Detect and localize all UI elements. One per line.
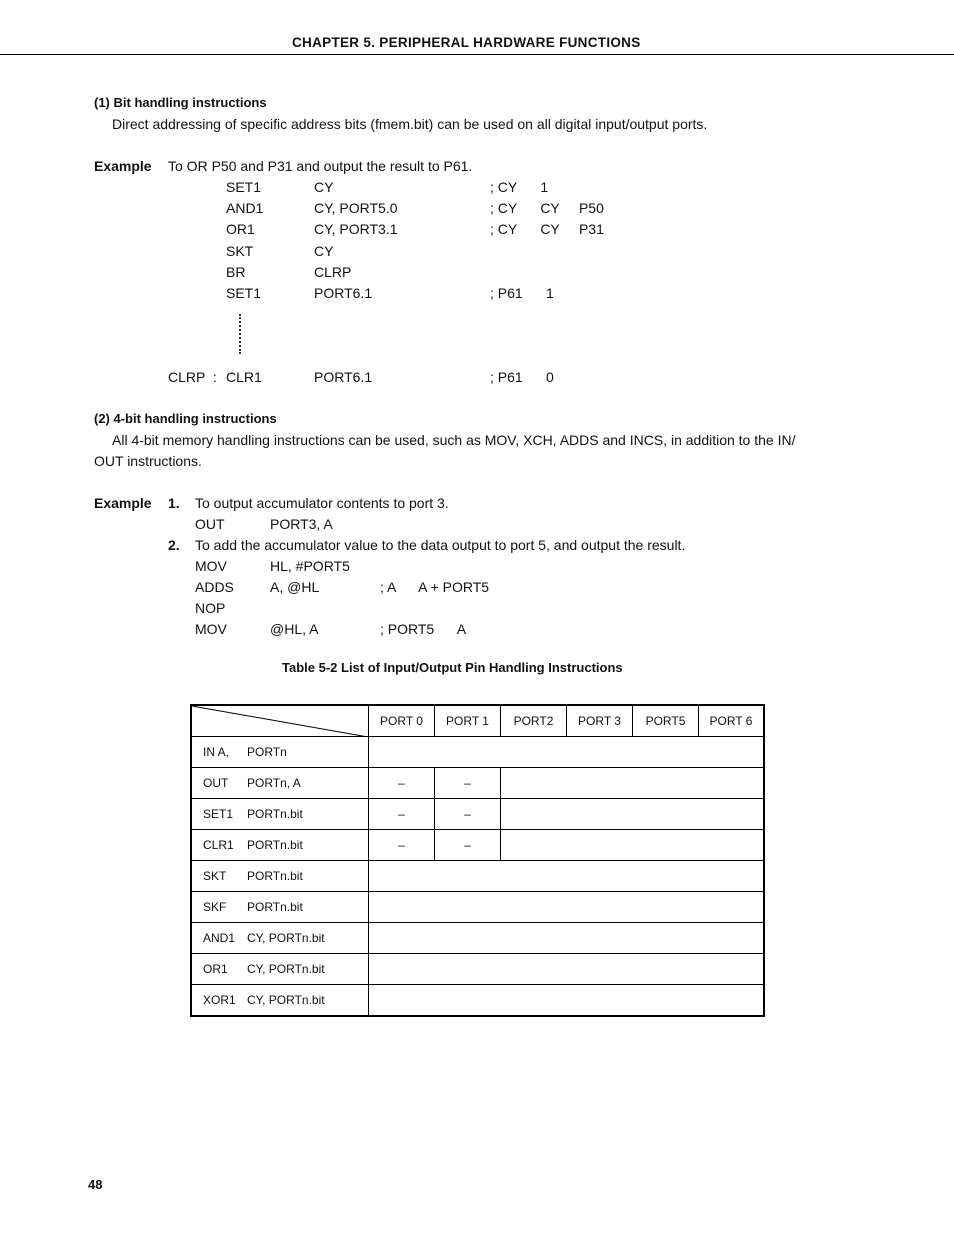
io-instruction-table bbox=[190, 704, 765, 1017]
table-row bbox=[191, 985, 764, 1017]
table-row bbox=[191, 768, 764, 799]
example1-label: Example bbox=[94, 158, 152, 174]
code-arg: HL, #PORT5 bbox=[270, 558, 350, 574]
code-op: SKT bbox=[226, 243, 254, 259]
code-arg: PORT6.1 bbox=[314, 285, 373, 301]
table-row bbox=[191, 923, 764, 954]
chapter-header: CHAPTER 5. PERIPHERAL HARDWARE FUNCTIONS bbox=[292, 35, 641, 50]
section1-heading: (1) Bit handling instructions bbox=[94, 95, 267, 110]
port-applicability-cell bbox=[369, 923, 765, 954]
instruction-operand: PORTn bbox=[247, 745, 287, 759]
diagonal-line bbox=[192, 706, 368, 737]
section2-body-line2: OUT instructions. bbox=[94, 453, 202, 469]
port1-cell: – bbox=[435, 768, 501, 799]
table-row bbox=[191, 799, 764, 830]
port0-cell: – bbox=[369, 830, 435, 861]
table-row bbox=[191, 737, 764, 768]
instruction-operand: CY, PORTn.bit bbox=[247, 931, 325, 945]
port-applicability-cell bbox=[369, 954, 765, 985]
instruction-cell bbox=[191, 892, 369, 923]
port-header: PORT5 bbox=[633, 705, 699, 737]
example2-label: Example bbox=[94, 495, 152, 511]
table-row bbox=[191, 954, 764, 985]
code-comment: ; CY CY P31 bbox=[490, 221, 604, 237]
code-op: MOV bbox=[195, 558, 227, 574]
instruction-cell bbox=[191, 923, 369, 954]
code-arg: CY, PORT5.0 bbox=[314, 200, 398, 216]
table-header-row bbox=[191, 705, 764, 737]
code-op: ADDS bbox=[195, 579, 234, 595]
instruction-mnemonic: SKT bbox=[203, 869, 227, 883]
instruction-mnemonic: SKF bbox=[203, 900, 227, 914]
instruction-cell bbox=[191, 737, 369, 768]
section2-heading: (2) 4-bit handling instructions bbox=[94, 411, 277, 426]
port-header: PORT 3 bbox=[567, 705, 633, 737]
port-applicability-cell bbox=[501, 830, 765, 861]
code-arg: CY, PORT3.1 bbox=[314, 221, 398, 237]
table-caption: Table 5-2 List of Input/Output Pin Handling Instructions bbox=[282, 660, 623, 675]
instruction-mnemonic: IN A, bbox=[203, 745, 230, 759]
port-applicability-cell bbox=[501, 799, 765, 830]
code-arg: A, @HL bbox=[270, 579, 320, 595]
instruction-cell bbox=[191, 799, 369, 830]
example2-item2-number: 2. bbox=[168, 537, 180, 553]
port-header: PORT 1 bbox=[435, 705, 501, 737]
instruction-cell bbox=[191, 768, 369, 799]
instruction-cell bbox=[191, 985, 369, 1017]
section1-body: Direct addressing of specific address bits (fmem.bit) can be used on all digital input/output ports. bbox=[112, 116, 708, 132]
code-comment: ; A A + PORT5 bbox=[380, 579, 490, 595]
instruction-operand: PORTn.bit bbox=[247, 900, 303, 914]
table-corner-cell bbox=[191, 705, 369, 737]
vertical-ellipsis bbox=[239, 314, 241, 354]
instruction-mnemonic: OUT bbox=[203, 776, 229, 790]
port-header: PORT 0 bbox=[369, 705, 435, 737]
instruction-cell bbox=[191, 954, 369, 985]
port1-cell: – bbox=[435, 830, 501, 861]
code-op: MOV bbox=[195, 621, 227, 637]
port-applicability-cell bbox=[369, 737, 765, 768]
port-applicability-cell bbox=[501, 768, 765, 799]
port-applicability-cell bbox=[369, 985, 765, 1017]
instruction-mnemonic: SET1 bbox=[203, 807, 234, 821]
port-header: PORT 6 bbox=[699, 705, 765, 737]
port0-cell: – bbox=[369, 768, 435, 799]
example1-description: To OR P50 and P31 and output the result to P61. bbox=[168, 158, 473, 174]
port0-cell: – bbox=[369, 799, 435, 830]
page-number: 48 bbox=[88, 1177, 103, 1192]
code-op: CLR1 bbox=[226, 369, 262, 385]
instruction-operand: PORTn.bit bbox=[247, 838, 303, 852]
table-row bbox=[191, 892, 764, 923]
port1-cell: – bbox=[435, 799, 501, 830]
instruction-mnemonic: XOR1 bbox=[203, 993, 236, 1007]
header-rule bbox=[0, 54, 954, 55]
code-op: BR bbox=[226, 264, 246, 280]
code-arg: CY bbox=[314, 179, 334, 195]
code-op: SET1 bbox=[226, 285, 262, 301]
instruction-operand: CY, PORTn.bit bbox=[247, 993, 325, 1007]
instruction-mnemonic: OR1 bbox=[203, 962, 228, 976]
code-arg: PORT6.1 bbox=[314, 369, 373, 385]
port-applicability-cell bbox=[369, 892, 765, 923]
code-comment: ; CY CY P50 bbox=[490, 200, 604, 216]
example2-item2-text: To add the accumulator value to the data output to port 5, and output the result. bbox=[195, 537, 686, 553]
port-applicability-cell bbox=[369, 861, 765, 892]
instruction-mnemonic: CLR1 bbox=[203, 838, 234, 852]
code-arg: @HL, A bbox=[270, 621, 319, 637]
instruction-operand: CY, PORTn.bit bbox=[247, 962, 325, 976]
port-header: PORT2 bbox=[501, 705, 567, 737]
code-comment: ; P61 0 bbox=[490, 369, 554, 385]
code-comment: ; CY 1 bbox=[490, 179, 549, 195]
instruction-mnemonic: AND1 bbox=[203, 931, 236, 945]
code-arg: CY bbox=[314, 243, 334, 259]
table-row bbox=[191, 830, 764, 861]
example2-item1-number: 1. bbox=[168, 495, 180, 511]
instruction-operand: PORTn.bit bbox=[247, 807, 303, 821]
code-comment: ; P61 1 bbox=[490, 285, 554, 301]
code-arg: PORT3, A bbox=[270, 516, 333, 532]
section2-body-line1: All 4-bit memory handling instructions can be used, such as MOV, XCH, ADDS and INCS, in addition to the IN/ bbox=[112, 432, 796, 448]
example2-item1-text: To output accumulator contents to port 3. bbox=[195, 495, 449, 511]
instruction-cell bbox=[191, 830, 369, 861]
instruction-operand: PORTn.bit bbox=[247, 869, 303, 883]
code-arg: CLRP bbox=[314, 264, 352, 280]
table-row bbox=[191, 861, 764, 892]
code-op: AND1 bbox=[226, 200, 264, 216]
code-comment: ; PORT5 A bbox=[380, 621, 467, 637]
instruction-operand: PORTn, A bbox=[247, 776, 301, 790]
code-op: OR1 bbox=[226, 221, 255, 237]
code-op: SET1 bbox=[226, 179, 262, 195]
code-op: NOP bbox=[195, 600, 226, 616]
code-label: CLRP : bbox=[168, 369, 217, 385]
code-op: OUT bbox=[195, 516, 225, 532]
instruction-cell bbox=[191, 861, 369, 892]
